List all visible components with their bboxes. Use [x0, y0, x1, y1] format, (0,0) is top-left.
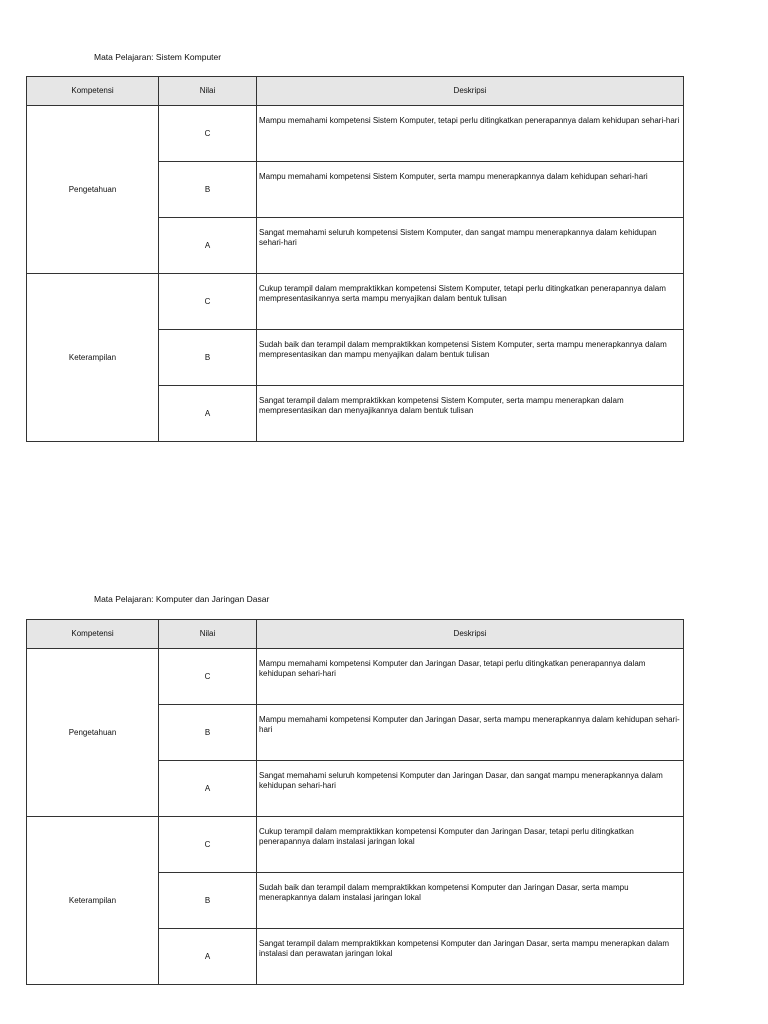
kompetensi-cell: Pengetahuan	[27, 649, 159, 817]
table-row	[27, 817, 684, 873]
header-kompetensi: Kompetensi	[27, 77, 159, 106]
deskripsi-cell: Sudah baik dan terampil dalam mempraktikkan kompetensi Sistem Komputer, serta mampu menerapkannya dalam mempresentasikan dan mampu menyajikan dalam bentuk tulisan	[257, 330, 684, 386]
nilai-cell: A	[159, 929, 257, 985]
kompetensi-cell: Keterampilan	[27, 274, 159, 442]
header-nilai: Nilai	[159, 77, 257, 106]
nilai-cell: A	[159, 218, 257, 274]
table-header-row	[27, 77, 684, 106]
nilai-cell: C	[159, 106, 257, 162]
deskripsi-cell: Mampu memahami kompetensi Komputer dan Jaringan Dasar, serta mampu menerapkannya dalam kehidupan sehari-hari	[257, 705, 684, 761]
nilai-cell: C	[159, 274, 257, 330]
deskripsi-cell: Mampu memahami kompetensi Sistem Komputer, serta mampu menerapkannya dalam kehidupan sehari-hari	[257, 162, 684, 218]
nilai-cell: B	[159, 162, 257, 218]
header-kompetensi: Kompetensi	[27, 620, 159, 649]
deskripsi-cell: Sudah baik dan terampil dalam mempraktikkan kompetensi Komputer dan Jaringan Dasar, serta mampu menerapkannya dalam instalasi jaringan lokal	[257, 873, 684, 929]
header-nilai: Nilai	[159, 620, 257, 649]
nilai-cell: C	[159, 649, 257, 705]
deskripsi-cell: Sangat terampil dalam mempraktikkan kompetensi Komputer dan Jaringan Dasar, serta mampu menerapkan dalam instalasi dan perawatan jaringan lokal	[257, 929, 684, 985]
nilai-cell: B	[159, 705, 257, 761]
table-row	[27, 106, 684, 162]
subject-title: Mata Pelajaran: Sistem Komputer	[94, 52, 222, 62]
table-header-row	[27, 620, 684, 649]
subject-title: Mata Pelajaran: Komputer dan Jaringan Dasar	[94, 594, 270, 604]
nilai-cell: B	[159, 873, 257, 929]
deskripsi-cell: Sangat memahami seluruh kompetensi Sistem Komputer, dan sangat mampu menerapkannya dalam kehidupan sehari-hari	[257, 218, 684, 274]
deskripsi-cell: Mampu memahami kompetensi Komputer dan Jaringan Dasar, tetapi perlu ditingkatkan penerapannya dalam kehidupan sehari-hari	[257, 649, 684, 705]
header-deskripsi: Deskripsi	[257, 77, 684, 106]
deskripsi-cell: Cukup terampil dalam mempraktikkan kompetensi Sistem Komputer, tetapi perlu ditingkatkan penerapannya dalam mempresentasikannya serta mampu menyajikan dalam bentuk tulisan	[257, 274, 684, 330]
deskripsi-cell: Mampu memahami kompetensi Sistem Komputer, tetapi perlu ditingkatkan penerapannya dalam kehidupan sehari-hari	[257, 106, 684, 162]
deskripsi-cell: Sangat memahami seluruh kompetensi Komputer dan Jaringan Dasar, dan sangat mampu menerapkannya dalam kehidupan sehari-hari	[257, 761, 684, 817]
deskripsi-cell: Cukup terampil dalam mempraktikkan kompetensi Komputer dan Jaringan Dasar, tetapi perlu ditingkatkan penerapannya dalam instalasi jaringan lokal	[257, 817, 684, 873]
nilai-cell: C	[159, 817, 257, 873]
nilai-cell: B	[159, 330, 257, 386]
table-row	[27, 274, 684, 330]
grade-description-table	[26, 619, 684, 985]
table-row	[27, 649, 684, 705]
deskripsi-cell: Sangat terampil dalam mempraktikkan kompetensi Sistem Komputer, serta mampu menerapkan dalam mempresentasikan dan menyajikannya dalam bentuk tulisan	[257, 386, 684, 442]
nilai-cell: A	[159, 386, 257, 442]
kompetensi-cell: Pengetahuan	[27, 106, 159, 274]
nilai-cell: A	[159, 761, 257, 817]
kompetensi-cell: Keterampilan	[27, 817, 159, 985]
grade-description-table	[26, 76, 684, 442]
header-deskripsi: Deskripsi	[257, 620, 684, 649]
